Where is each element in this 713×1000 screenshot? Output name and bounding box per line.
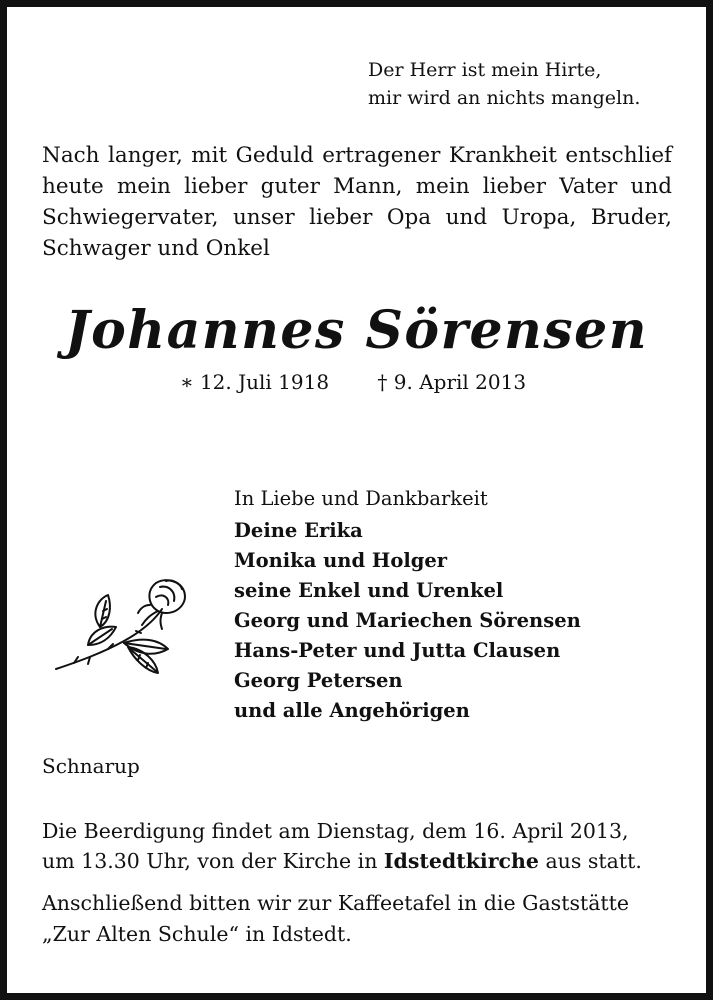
mourner-name: und alle Angehörigen <box>234 699 470 722</box>
funeral-line-2 <box>42 846 682 876</box>
psalm-quote <box>368 56 640 112</box>
mourner-name: Georg und Mariechen Sörensen <box>234 609 581 632</box>
psalm-line-1: Der Herr ist mein Hirte, <box>368 59 602 81</box>
mourner-name: Georg Petersen <box>234 669 403 692</box>
psalm-line-2: mir wird an nichts mangeln. <box>368 87 641 109</box>
intro-text: Nach langer, mit Geduld ertragener Krankheit entschlief heute mein lieber guter Mann, mein lieber Vater und Schwiegervater, unser lieber Opa und Uropa, Bruder, Schwager und Onkel <box>42 143 672 261</box>
coffee-line-1: Anschließend bitten wir zur Kaffeetafel in die Gaststätte <box>42 891 630 915</box>
funeral-line-2-end: aus statt. <box>538 849 642 873</box>
mourner-name: Monika und Holger <box>234 549 448 572</box>
mourner-name: Deine Erika <box>234 519 363 542</box>
mourner-name: Hans-Peter und Jutta Clausen <box>234 639 561 662</box>
rose-icon <box>50 575 190 695</box>
coffee-line-2: „Zur Alten Schule“ in Idstedt. <box>42 922 352 946</box>
funeral-line-2-start: um 13.30 Uhr, von der Kirche in <box>42 849 384 873</box>
life-dates <box>180 370 526 394</box>
funeral-info <box>42 816 682 876</box>
funeral-line-1: Die Beerdigung findet am Dienstag, dem 16. April 2013, <box>42 819 629 843</box>
mourner-name: seine Enkel und Urenkel <box>234 579 504 602</box>
mourners-block <box>234 484 581 726</box>
deceased-name: Johannes Sörensen <box>64 300 649 361</box>
coffee-invitation <box>42 888 682 950</box>
death-date: † 9. April 2013 <box>377 370 527 394</box>
mourners-lead: In Liebe und Dankbarkeit <box>234 487 488 510</box>
church-name: Idstedtkirche <box>383 849 539 873</box>
birth-date: ∗ 12. Juli 1918 <box>180 370 330 394</box>
place-name: Schnarup <box>42 754 140 778</box>
mourners-list <box>234 516 581 726</box>
